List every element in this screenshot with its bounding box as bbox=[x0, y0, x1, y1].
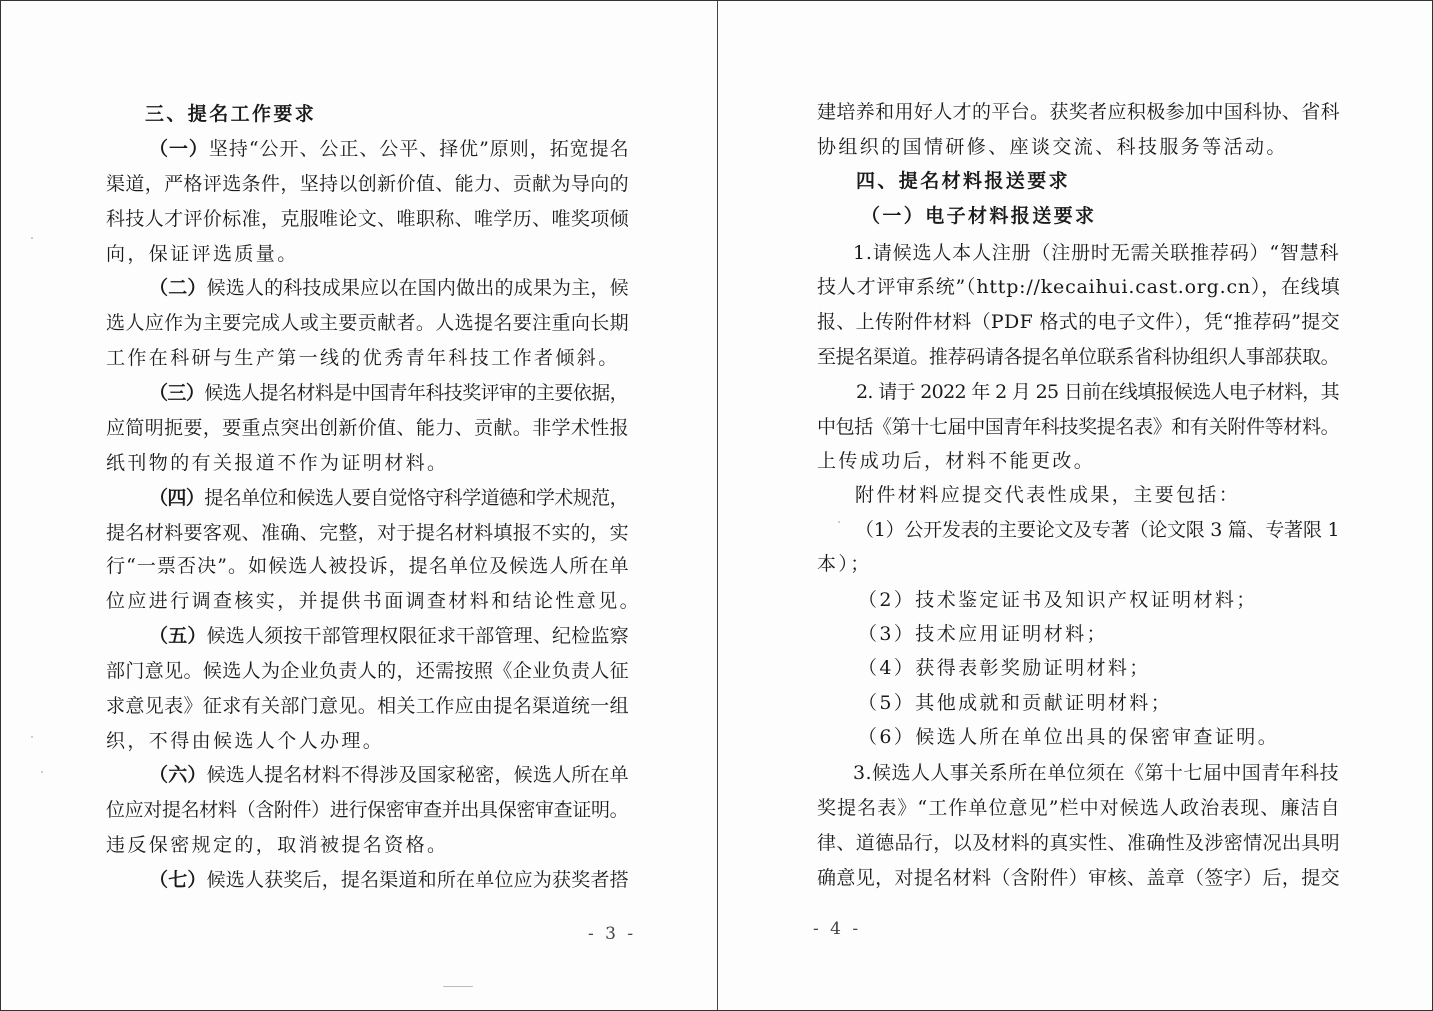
body-text-line: （4）获得表彰奖励证明材料； bbox=[858, 657, 1151, 679]
body-text-line: （1）公开发表的主要论文及专著（论文限 3 篇、专著限 1 bbox=[855, 519, 1340, 541]
body-text-line: 本）； bbox=[817, 553, 872, 575]
item-marker: （二） bbox=[149, 277, 207, 299]
body-text-line: 纸刊物的有关报道不作为证明材料。 bbox=[106, 452, 449, 474]
scan-speck bbox=[41, 771, 43, 773]
body-text-line: 奖提名表》“工作单位意见”栏中对候选人政治表现、廉洁自 bbox=[817, 797, 1341, 819]
body-text-line: （2）技术鉴定证书及知识产权证明材料； bbox=[858, 589, 1258, 611]
body-text-line: （六）候选人提名材料不得涉及国家秘密，候选人所在单 bbox=[149, 764, 629, 786]
body-text-line: 选人应作为主要完成人或主要贡献者。人选提名要注重向长期 bbox=[106, 312, 629, 334]
body-text-line: （三）候选人提名材料是中国青年科技奖评审的主要依据， bbox=[149, 382, 629, 404]
body-text-line: 应简明扼要，要重点突出创新价值、能力、贡献。非学术性报 bbox=[106, 417, 629, 439]
body-text-line: （四）提名单位和候选人要自觉恪守科学道德和学术规范， bbox=[149, 487, 629, 509]
item-marker: （六） bbox=[149, 764, 207, 786]
body-text-line: 上传成功后，材料不能更改。 bbox=[817, 450, 1096, 472]
body-text-line: 织，不得由候选人个人办理。 bbox=[106, 730, 385, 752]
page-number: - 3 - bbox=[588, 924, 637, 944]
body-text-line: 1.请候选人本人注册（注册时无需关联推荐码）“智慧科 bbox=[853, 242, 1340, 264]
body-text-line: 向，保证评选质量。 bbox=[106, 243, 299, 265]
page-number: - 4 - bbox=[813, 919, 862, 939]
scan-speck bbox=[31, 237, 33, 239]
body-text-line: 律、道德品行，以及材料的真实性、准确性及涉密情况出具明 bbox=[817, 832, 1340, 854]
item-marker: （五） bbox=[149, 625, 207, 647]
body-text-line: （5）其他成就和贡献证明材料； bbox=[858, 692, 1173, 714]
body-text-line: 位应对提名材料（含附件）进行保密审查并出具保密审查证明。 bbox=[106, 799, 629, 821]
body-text-line: 建培养和用好人才的平台。获奖者应积极参加中国科协、省科 bbox=[817, 101, 1340, 123]
body-text-line: 科技人才评价标准，克服唯论文、唯职称、唯学历、唯奖项倾 bbox=[106, 208, 629, 230]
body-text-line: 求意见表》征求有关部门意见。相关工作应由提名渠道统一组 bbox=[106, 695, 629, 717]
body-text-line: 3.候选人人事关系所在单位须在《第十七届中国青年科技 bbox=[853, 762, 1340, 784]
body-text-line: 2. 请于 2022 年 2 月 25 日前在线填报候选人电子材料，其 bbox=[856, 381, 1339, 403]
body-text-line: 技人才评审系统”（http://kecaihui.cast.org.cn），在线填 bbox=[817, 276, 1341, 298]
body-text-line: （二）候选人的科技成果应以在国内做出的成果为主，候 bbox=[149, 277, 629, 299]
body-text-line: （七）候选人获奖后，提名渠道和所在单位应为获奖者搭 bbox=[149, 869, 629, 891]
body-text-line: （一）坚持“公开、公正、公平、择优”原则，拓宽提名 bbox=[149, 138, 630, 160]
body-text-line: 工作在科研与生产第一线的优秀青年科技工作者倾斜。 bbox=[106, 347, 620, 369]
body-text-line: （3）技术应用证明材料； bbox=[858, 623, 1108, 645]
page-3 bbox=[1, 1, 718, 1010]
body-text-line: 提名材料要客观、准确、完整，对于提名材料填报不实的，实 bbox=[106, 522, 629, 544]
body-text-line: 行“一票否决”。如候选人被投诉，提名单位及候选人所在单 bbox=[106, 555, 630, 577]
body-text-line: 确意见，对提名材料（含附件）审核、盖章（签字）后，提交 bbox=[817, 867, 1340, 889]
item-marker: （七） bbox=[149, 869, 207, 891]
scan-speck bbox=[31, 736, 33, 738]
body-text-line: （五）候选人须按干部管理权限征求干部管理、纪检监察 bbox=[149, 625, 629, 647]
body-text-line: 中包括《第十七届中国青年科技奖提名表》和有关附件等材料。 bbox=[817, 416, 1340, 438]
item-marker: （一） bbox=[149, 138, 209, 160]
body-text-line: 三、提名工作要求 bbox=[145, 103, 317, 125]
body-text-line: 四、提名材料报送要求 bbox=[856, 170, 1071, 192]
body-text-line: 至提名渠道。推荐码请各提名单位联系省科协组织人事部获取。 bbox=[817, 346, 1340, 368]
body-text-line: （一）电子材料报送要求 bbox=[861, 205, 1097, 227]
body-text-line: 部门意见。候选人为企业负责人的，还需按照《企业负责人征 bbox=[106, 660, 629, 682]
item-marker: （三） bbox=[149, 382, 205, 404]
body-text-line: 协组织的国情研修、座谈交流、科技服务等活动。 bbox=[817, 136, 1288, 158]
body-text-line: 报、上传附件材料（PDF 格式的电子文件），凭“推荐码”提交 bbox=[817, 311, 1340, 333]
body-text-line: （6）候选人所在单位出具的保密审查证明。 bbox=[858, 726, 1280, 748]
scan-speck bbox=[838, 521, 840, 523]
item-marker: （四） bbox=[149, 487, 205, 509]
body-text-line: 附件材料应提交代表性成果，主要包括： bbox=[855, 484, 1241, 506]
body-text-line: 渠道，严格评选条件，坚持以创新价值、能力、贡献为导向的 bbox=[106, 173, 629, 195]
body-text-line: 位应进行调查核实，并提供书面调查材料和结论性意见。 bbox=[106, 590, 642, 612]
body-text-line: 违反保密规定的，取消被提名资格。 bbox=[106, 834, 449, 856]
scan-speck bbox=[443, 986, 473, 987]
page-4 bbox=[718, 1, 1432, 1010]
